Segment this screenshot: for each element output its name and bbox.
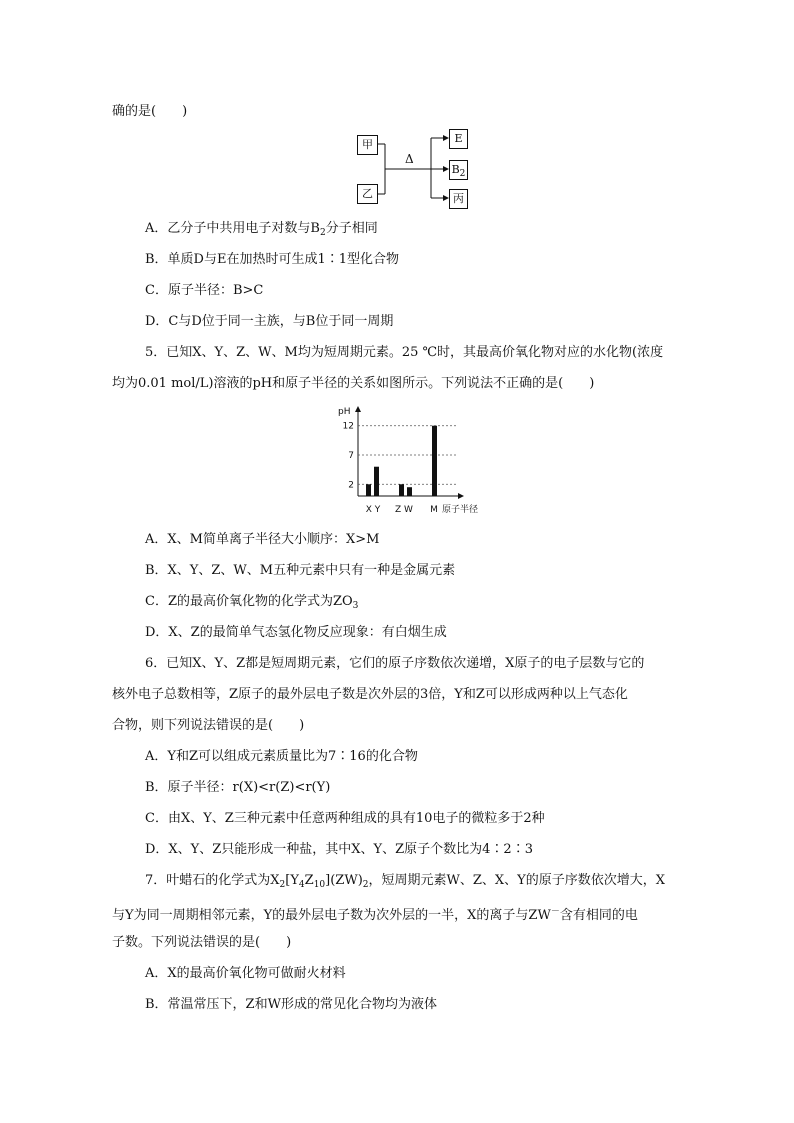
product-b2-subscript: 2 — [459, 169, 466, 179]
q4-option-a-text: A．乙分子中共用电子对数与B — [145, 221, 320, 236]
q7-stem2-text-a: 与Y为同一周期相邻元素，Y的最外层电子数为次外层的一半，X的离子与ZW — [112, 908, 551, 923]
product-e-box: E — [449, 129, 468, 149]
y-tick-label-2: 2 — [348, 480, 354, 491]
q7-stem-sub4: 2 — [362, 880, 369, 890]
bar-X — [366, 484, 371, 496]
q7-stem-sub1: 2 — [279, 880, 286, 890]
y-axis-label: pH — [338, 407, 351, 417]
product-b2-label: B — [451, 163, 460, 176]
q6-option-d: D．X、Y、Z只能形成一种盐，其中X、Y、Z原子个数比为4∶2∶3 — [145, 842, 533, 857]
q5-option-d: D．X、Z的最简单气态氢化物反应现象：有白烟生成 — [145, 625, 447, 640]
q6-option-b: B．原子半径：r(X)<r(Z)<r(Y) — [145, 780, 331, 795]
q7-stem-text-e: ，短周期元素W、Z、X、Y的原子序数依次增大，X — [368, 873, 666, 888]
q7-stem-text-a: 7．叶蜡石的化学式为X — [145, 873, 280, 888]
q6-option-c: C．由X、Y、Z三种元素中任意两种组成的具有10电子的微粒多于2种 — [145, 811, 545, 826]
q5-stem-line1: 5．已知X、Y、Z、W、M均为短周期元素。25 ℃时，其最高价氧化物对应的水化物(浓度 — [145, 345, 664, 360]
q7-stem-line2 — [112, 903, 638, 925]
reaction-diagram — [355, 128, 470, 210]
intro-line: 确的是( ) — [112, 104, 188, 119]
q6-stem-line2: 核外电子总数相等，Z原子的最外层电子数是次外层的3倍，Y和Z可以形成两种以上气态化 — [112, 687, 628, 702]
q7-stem-text-d: ](ZW) — [325, 873, 363, 888]
q7-stem-line3: 子数。下列说法错误的是( ) — [112, 935, 292, 950]
q7-option-b: B．常温常压下，Z和W形成的常见化合物均为液体 — [145, 997, 437, 1012]
q5-stem-line2: 均为0.01 mol/L)溶液的pH和原子半径的关系如图所示。下列说法不正确的是( ) — [112, 376, 595, 391]
q5-option-c — [145, 593, 358, 615]
q5-option-a: A．X、M简单离子半径大小顺序：X>M — [145, 532, 380, 547]
q7-stem2-sup: － — [550, 907, 560, 917]
q6-stem-line1: 6．已知X、Y、Z都是短周期元素，它们的原子序数依次递增，X原子的电子层数与它的 — [145, 656, 645, 671]
q7-stem-line1 — [145, 872, 665, 894]
y-axis-arrow — [355, 406, 361, 412]
q4-option-a — [145, 220, 378, 242]
x-category-label-0: X Y — [365, 505, 381, 515]
q5-option-c-sub: 3 — [352, 601, 359, 611]
ph-radius-chart — [336, 404, 506, 516]
q7-option-a: A．X的最高价氧化物可做耐火材料 — [145, 966, 346, 981]
q7-stem2-text-b: 含有相同的电 — [559, 908, 638, 923]
product-b2-box — [449, 160, 468, 180]
q4-option-a-text2: 分子相同 — [325, 221, 378, 236]
q5-option-b: B．X、Y、Z、W、M五种元素中只有一种是金属元素 — [145, 563, 456, 578]
q6-option-a: A．Y和Z可以组成元素质量比为7∶16的化合物 — [145, 749, 418, 764]
q5-option-c-text: C．Z的最高价氧化物的化学式为ZO — [145, 594, 353, 609]
product-bing-box: 丙 — [449, 189, 468, 209]
q4-option-a-sub: 2 — [319, 228, 326, 238]
bar-W — [407, 487, 412, 496]
q7-stem-sub2: 4 — [298, 880, 305, 890]
q4-option-d: D．C与D位于同一主族，与B位于同一周期 — [145, 314, 394, 329]
bar-Y — [374, 467, 379, 496]
heat-condition: Δ — [405, 152, 414, 166]
reactant-yi-box: 乙 — [357, 184, 378, 204]
y-tick-label-12: 12 — [342, 421, 354, 432]
bar-M — [432, 426, 437, 496]
q4-option-b: B．单质D与E在加热时可生成1∶1型化合物 — [145, 252, 400, 267]
reactant-jia-box: 甲 — [357, 135, 378, 155]
x-category-label-1: Z W — [395, 505, 413, 515]
q6-stem-line3: 合物，则下列说法错误的是( ) — [112, 718, 305, 733]
q7-stem-sub3: 10 — [313, 880, 326, 890]
q7-stem-text-b: [Y — [285, 873, 299, 888]
x-axis-label: 原子半径 — [442, 505, 479, 515]
q7-stem-text-c: Z — [304, 873, 314, 888]
x-axis-arrow — [458, 493, 464, 499]
x-category-label-2: M — [430, 505, 438, 515]
q4-option-c: C．原子半径：B>C — [145, 283, 264, 298]
bar-Z — [399, 484, 404, 496]
y-tick-label-7: 7 — [348, 451, 354, 461]
